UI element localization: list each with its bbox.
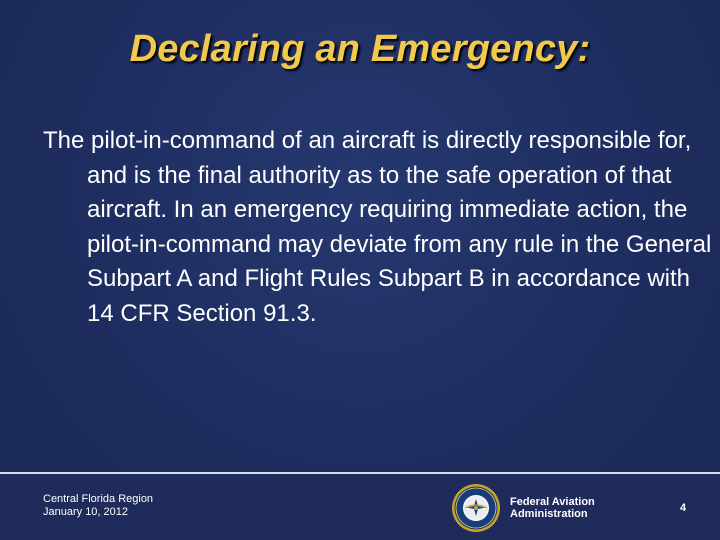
slide-body-text: The pilot-in-command of an aircraft is directly responsible for, and is the final authority as to the safe operation of that aircraft. In an emergency requiring immediate action, the pilot-in-command may deviate from any rule in the General Subpart A and Flight Rules Subpart B in accordance with 14 CFR Section 91.3. (43, 127, 712, 327)
agency-name (510, 496, 595, 520)
agency-line-1: Federal Aviation (510, 496, 595, 508)
slide-title: Declaring an Emergency: (129, 28, 591, 70)
agency-line-2: Administration (510, 508, 588, 520)
slide-footer (0, 474, 720, 540)
page-number: 4 (680, 502, 687, 514)
faa-seal-icon (451, 483, 501, 533)
footer-date: January 10, 2012 (43, 506, 129, 518)
footer-region: Central Florida Region (43, 493, 154, 505)
footer-info (43, 493, 153, 519)
